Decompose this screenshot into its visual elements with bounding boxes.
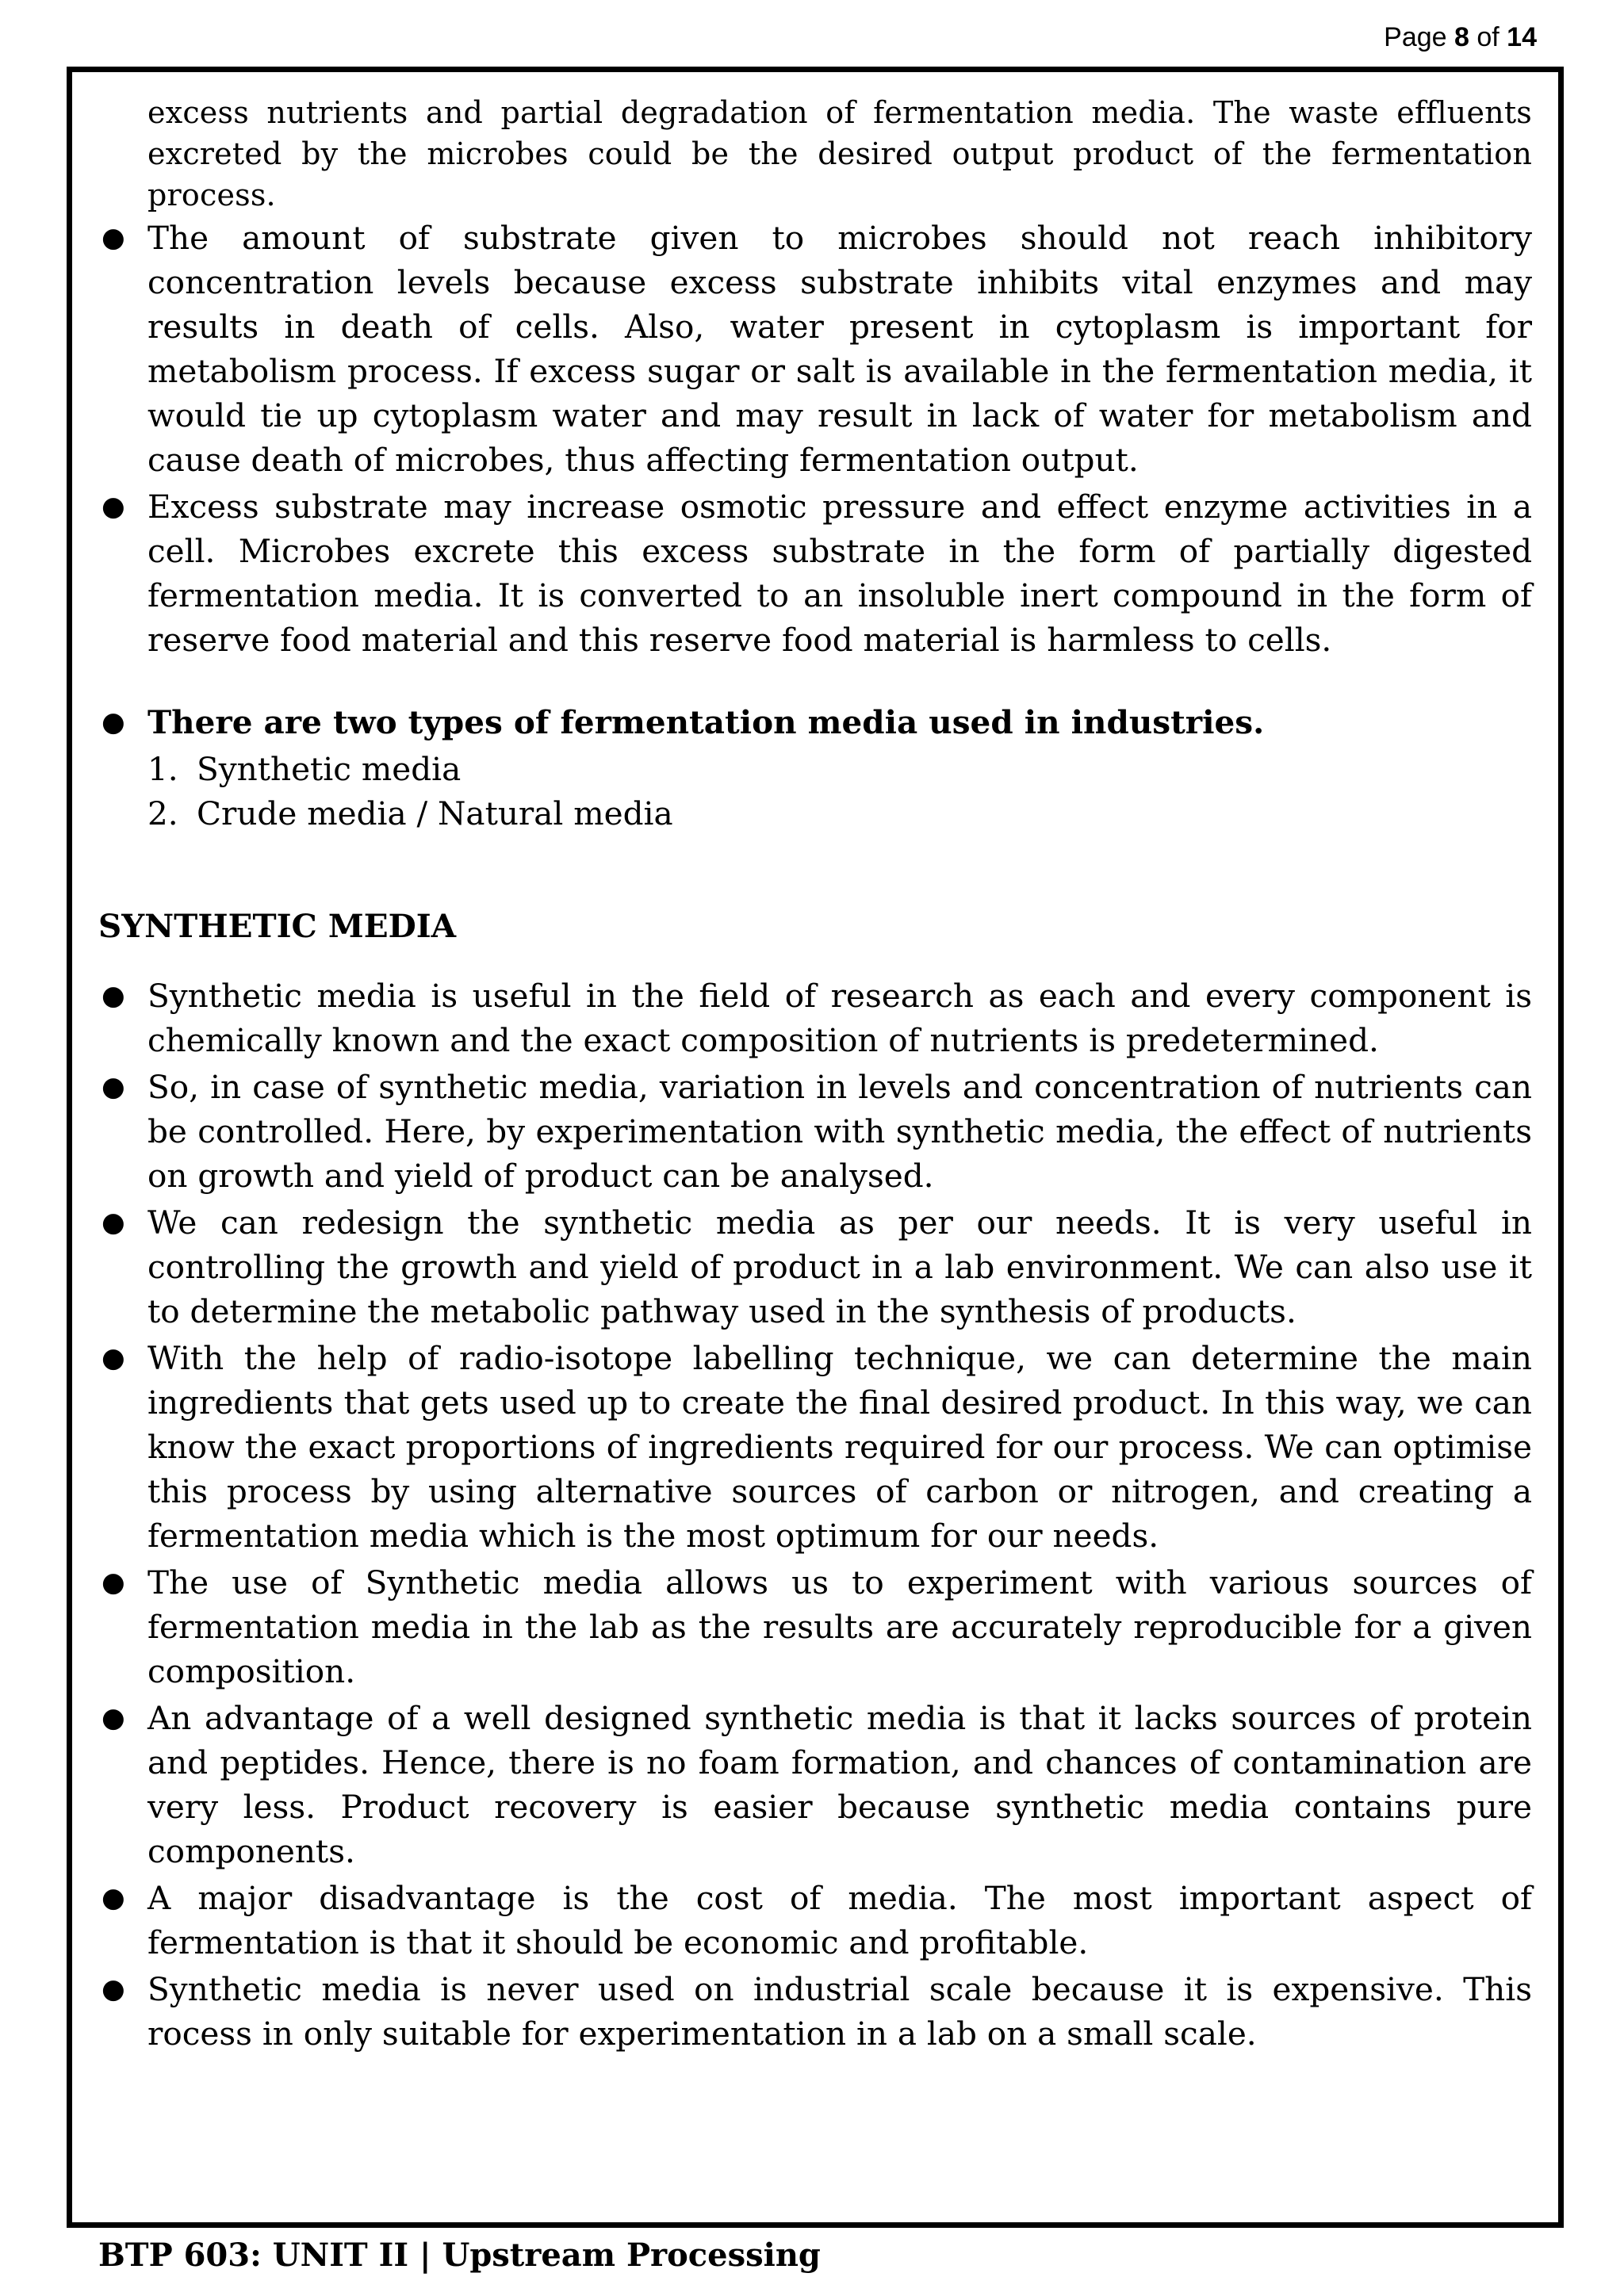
list-item-text: Excess substrate may increase osmotic pressure and effect enzyme activities in a cell. Microbes excrete this excess substrate in the form of partially digested fermentation media. It is converted to an insoluble inert compound in the form of reserve food material and this reserve food material is harmless to cells. [147,488,1532,659]
list-item-text: Synthetic media is useful in the field of research as each and every component is chemically known and the exact composition of nutrients is predetermined. [147,977,1532,1059]
bullet-icon: ● [102,1882,125,1914]
list-item [98,1065,1532,1198]
bullet-icon: ● [102,1567,125,1598]
list-item-text: We can redesign the synthetic media as per our needs. It is very useful in controlling the growth and yield of product in a lab environment. We can also use it to determine the metabolic pathway used in the synthesis of products. [147,1203,1532,1330]
list-item [147,747,1532,791]
bullet-icon: ● [102,491,125,522]
bullet-icon: ● [102,1071,125,1103]
list-item-text: With the help of radio-isotope labelling technique, we can determine the main ingredients that gets used up to create the final desired product. In this way, we can know the exact proportions of ingredients required for our process. We can optimise this process by using alternative sources of carbon or nitrogen, and creating a fermentation media which is the most optimum for our needs. [147,1339,1532,1555]
list-item-text: Crude media / Natural media [197,794,673,832]
list-item [98,1336,1532,1558]
list-item [147,791,1532,836]
list-item-text: A major disadvantage is the cost of media. The most important aspect of fermentation is that it should be economic and profitable. [147,1879,1532,1961]
continued-paragraph: excess nutrients and partial degradation of fermentation media. The waste effluents excreted by the microbes could be the desired output product of the fermentation process. [147,95,1532,212]
bullet-list-top [98,216,1532,744]
list-item-text: So, in case of synthetic media, variation in levels and concentration of nutrients can be controlled. Here, by experimentation with synthetic media, the effect of nutrients on growth and yield of product can be analysed. [147,1068,1532,1195]
list-item [98,1200,1532,1334]
bullet-icon: ● [102,1207,125,1238]
bullet-icon: ● [102,1973,125,2005]
page-total: 14 [1507,22,1537,52]
page-number [1384,17,1537,57]
list-item [98,1876,1532,1965]
list-item [98,484,1532,662]
list-item-text: The amount of substrate given to microbes should not reach inhibitory concentration levels because excess substrate inhibits vital enzymes and may results in death of cells. Also, water present in cytoplasm is important for metabolism process. If excess sugar or salt is available in the fermentation media, it would tie up cytoplasm water and may result in lack of water for metabolism and cause death of microbes, thus affecting fermentation output. [147,219,1532,479]
list-number: 2. [147,794,178,832]
list-number: 1. [147,750,178,788]
bullet-icon: ● [102,1702,125,1734]
media-types-list [98,747,1532,836]
list-item-text: Synthetic media [197,750,462,788]
list-item [98,1696,1532,1873]
list-item-types-heading [98,700,1532,744]
page-current: 8 [1454,22,1469,52]
list-item-text: An advantage of a well designed synthetic media is that it lacks sources of protein and peptides. Hence, there is no foam formation, and chances of contamination are very less. Product recovery is easier because synthetic media contains pure components. [147,1699,1532,1870]
list-item [98,974,1532,1062]
types-heading: There are two types of fermentation media used in industries. [147,703,1265,741]
bullet-list-synthetic [98,974,1532,2056]
bullet-icon: ● [102,706,125,738]
section-heading: SYNTHETIC MEDIA [98,907,457,945]
bullet-icon: ● [102,1342,125,1374]
page-of: of [1469,22,1507,52]
list-item [98,1560,1532,1693]
list-item [98,1967,1532,2056]
bullet-icon: ● [102,222,125,254]
page-footer: BTP 603: UNIT II | Upstream Processing [98,2237,821,2274]
page-prefix: Page [1384,22,1454,52]
document-body [98,92,1532,2058]
bullet-icon: ● [102,980,125,1012]
list-item-text: Synthetic media is never used on industrial scale because it is expensive. This rocess in only suitable for experimentation in a lab on a small scale. [147,1970,1532,2053]
list-item-text: The use of Synthetic media allows us to experiment with various sources of fermentation media in the lab as the results are accurately reproducible for a given composition. [147,1563,1532,1690]
list-item [98,216,1532,482]
